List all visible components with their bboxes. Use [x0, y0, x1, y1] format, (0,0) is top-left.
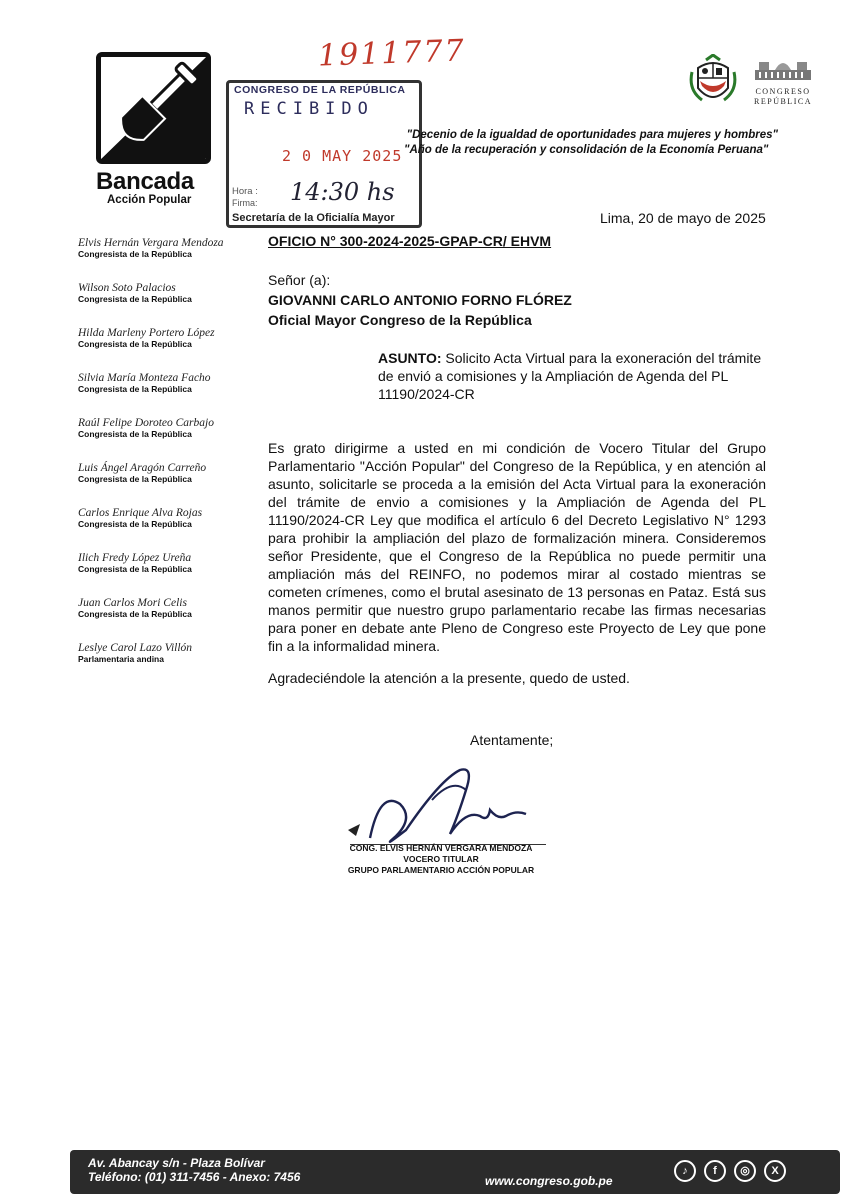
letter-reference: OFICIO N° 300-2024-2025-GPAP-CR/ EHVM: [268, 233, 552, 249]
logo-name: Bancada: [96, 168, 194, 195]
subject-block: [378, 349, 768, 403]
recipient-title: Oficial Mayor Congreso de la República: [268, 312, 532, 328]
member-entry: [78, 237, 258, 282]
subject-label: ASUNTO:: [378, 350, 442, 366]
subject-text: Solicito Acta Virtual para la exoneración del trámite de envió a comisiones y la Ampliación de Agenda del PL 11190/2024-CR: [378, 350, 762, 402]
member-name: Luis Ángel Aragón Carreño: [78, 462, 207, 474]
member-name: Juan Carlos Mori Celis: [78, 597, 187, 609]
bancada-logo: [96, 52, 214, 206]
member-entry: [78, 462, 258, 507]
signature-group: GRUPO PARLAMENTARIO ACCIÓN POPULAR: [347, 865, 535, 875]
member-role: Congresista de la República: [78, 429, 192, 439]
footer-bar: [70, 1150, 840, 1194]
member-name: Elvis Hernán Vergara Mendoza: [78, 237, 224, 249]
stamp-hora-label: Hora :: [232, 186, 258, 197]
member-role: Congresista de la República: [78, 609, 192, 619]
member-name: Carlos Enrique Alva Rojas: [78, 507, 203, 519]
footer-address: Av. Abancay s/n - Plaza Bolívar: [88, 1156, 265, 1170]
member-role: Congresista de la República: [78, 474, 192, 484]
place-date: Lima, 20 de mayo de 2025: [600, 210, 766, 226]
member-role: Parlamentaria andina: [78, 654, 164, 664]
x-icon[interactable]: X: [764, 1160, 786, 1182]
stamp-office: Secretaría de la Oficialía Mayor: [232, 212, 395, 224]
congreso-building-icon: [753, 56, 813, 82]
congreso-logo-line1: CONGRESO: [755, 87, 811, 96]
decenio-line: "Decenio de la igualdad de oportunidades para mujeres y hombres": [406, 129, 778, 141]
member-name: Hilda Marleny Portero López: [78, 327, 215, 339]
member-entry: [78, 282, 258, 327]
decenio-header: [398, 128, 778, 158]
member-entry: [78, 597, 258, 642]
logo-subtitle: Acción Popular: [107, 194, 192, 206]
tiktok-icon[interactable]: ♪: [674, 1160, 696, 1182]
member-entry: [78, 552, 258, 597]
signature-name: CONG. ELVIS HERNÁN VERGARA MENDOZA: [349, 843, 533, 853]
handwritten-time: 14:30 hs: [290, 178, 395, 206]
congreso-logo: [748, 56, 818, 107]
member-name: Wilson Soto Palacios: [78, 282, 176, 294]
member-name: Ilich Fredy López Ureña: [78, 552, 192, 564]
anio-line: "Año de la recuperación y consolidación de la Economía Peruana": [404, 144, 769, 156]
member-entry: [78, 642, 258, 687]
letter-body: [268, 232, 766, 687]
stamp-date: 2 0 MAY 2025: [282, 147, 403, 165]
members-sidebar: [78, 237, 258, 687]
member-role: Congresista de la República: [78, 564, 192, 574]
footer-website[interactable]: www.congreso.gob.pe: [485, 1174, 613, 1188]
member-entry: [78, 507, 258, 552]
facebook-icon[interactable]: f: [704, 1160, 726, 1182]
recipient-name: GIOVANNI CARLO ANTONIO FORNO FLÓREZ: [268, 292, 572, 308]
footer-address-block: [88, 1156, 300, 1184]
handwritten-register-number: 1911777: [317, 33, 467, 74]
stamp-header: CONGRESO DE LA REPÚBLICA: [234, 84, 406, 96]
member-name: Silvia María Monteza Facho: [78, 372, 211, 384]
member-entry: [78, 372, 258, 417]
member-role: Congresista de la República: [78, 519, 192, 529]
instagram-icon[interactable]: ◎: [734, 1160, 756, 1182]
member-role: Congresista de la República: [78, 339, 192, 349]
shovel-icon: [96, 52, 211, 164]
member-role: Congresista de la República: [78, 384, 192, 394]
salutation: Señor (a):: [268, 272, 331, 288]
member-entry: [78, 327, 258, 372]
congreso-logo-line2: REPÚBLICA: [754, 97, 812, 106]
body-paragraph: Es grato dirigirme a usted en mi condición de Vocero Titular del Grupo Parlamentario "Acción Popular" del Congreso de la República, y en atención al asunto, solicitarle se proceda a la emisión del Acta Virtual para la exoneración del trámite de envio a comisiones y la Ampliación de Agenda del PL 11190/2024-CR Ley que modifica el artículo 6 del Decreto Legislativo N° 1293 para prohibir la ampliación del plazo de formalización minera. Consideremos señor Presidente, que el Congreso de la República no puede permitir una ampliación más del REINFO, no podemos mirar al costado mientras se cometen crímenes, como el brutal asesinato de 13 personas en Pataz. Está sus manos permitir que nuestro grupo parlamentario recabe las firmas necesarias para poner en debate ante Pleno de Congreso este Proyecto de Ley que pone fin a la informalidad minera.: [268, 440, 766, 654]
footer-phone: Teléfono: (01) 311-7456 - Anexo: 7456: [88, 1170, 301, 1184]
peru-coat-of-arms-icon: [688, 54, 738, 110]
farewell: Atentamente;: [470, 732, 554, 748]
member-entry: [78, 417, 258, 462]
stamp-status: RECIBIDO: [244, 99, 374, 119]
stamp-firma-label: Firma:: [232, 198, 258, 208]
member-role: Congresista de la República: [78, 294, 192, 304]
signature-position: VOCERO TITULAR: [403, 854, 479, 864]
member-name: Leslye Carol Lazo Villón: [78, 642, 193, 654]
member-name: Raúl Felipe Doroteo Carbajo: [78, 417, 214, 429]
closing-line: Agradeciéndole la atención a la presente, quedo de usted.: [268, 670, 630, 686]
member-role: Congresista de la República: [78, 249, 192, 259]
